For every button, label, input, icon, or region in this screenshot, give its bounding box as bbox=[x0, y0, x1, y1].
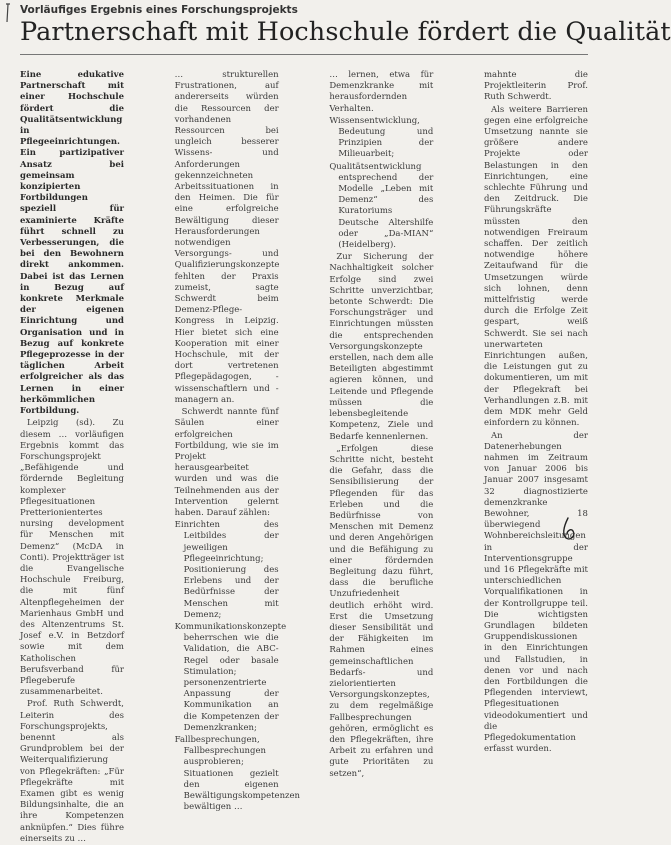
article-kicker: Vorläufiges Ergebnis eines Forschungsprojekts bbox=[20, 4, 298, 16]
list-item: Einrichten des Leitbildes der jeweiligen Pflegeeinrichtung; Positionierung des Erlebens und der Bedürfnisse der Menschen mit Demenz; bbox=[174, 520, 279, 620]
handwritten-signature-icon bbox=[558, 516, 582, 542]
lead-paragraph: Eine edukative Partnerschaft mit einer Hochschule fördert die Qualitätsentwicklung in Pflegeeinrichtungen. Ein partizipativer Ansatz bei gemeinsam konzipierten Fortbildungen speziell für examinierte Kräfte führt schnell zu Verbesserungen, die bei den Bewohnern direkt ankommen. Dabei ist das Lernen in Bezug auf konkrete Merkmale der eigenen Einrichtung und Organisation und in Bezug auf konkrete Pflegeprozesse in der täglichen Arbeit erfolgreicher als das Lernen in einer herkömmlichen Fortbildung. bbox=[20, 70, 124, 417]
body-paragraph: „Erfolgen diese Schritte nicht, besteht die Gefahr, dass die Sensibilisierung der Pflegenden für das Erleben und die Bedürfnisse von Menschen mit Demenz und deren Angehörigen und die Befähigung zu einer fördernden Begleitung dazu führt, dass die berufliche Unzufriedenheit deutlich erhöht wird. Erst die Umsetzung dieser Sensibilität und der Fähigkeiten im Rahmen eines gemeinschaftlichen Bedarfs- und zielorientierten Versorgungskonzeptes, zu dem regelmäßige Fallbesprechungen gehören, ermöglicht es den Pflegekräften, ihre Arbeit zu erfahren und gute Prioritäten zu setzen“, bbox=[329, 443, 434, 779]
body-paragraph: … strukturellen Frustrationen, auf andererseits würden die Ressourcen der vorhandenen Ressourcen bei ungleich besserer Wissens- und Anforderungen gekennzeichneten Arbeitssituationen in den Heimen. Die für eine erfolgreiche Bewältigung dieser Herausforderungen notwendigen Versorgungs- und Qualifizierungskonzepte fehlten der Praxis zumeist, sagte Schwerdt beim Demenz-Pflege-Kongress in Leipzig. Hier bietet sich eine Kooperation mit einer Hochschule, mit der dort vertretenen Pflegepädagogen, -wissenschaftlern und -managern an. bbox=[174, 70, 280, 405]
body-paragraph: … lernen, etwa für Demenzkranke mit herausfordernden Verhalten. bbox=[329, 70, 434, 114]
body-paragraph: Zur Sicherung der Nachhaltigkeit solcher Erfolge sind zwei Schritte unverzichtbar, betonte Schwerdt: Die Forschungsträger und Einrichtungen müssten die entsprechenden Versorgungskonzepte erstellen, nach dem alle Beteiligten abgestimmt agieren können, und Leitende und Pflegende müssen die lebensbegleitende Kompetenz, Ziele und Bedarfe kennenlernen. bbox=[329, 252, 434, 442]
list-item: Wissensentwicklung, Bedeutung und Prinzipien der Milieuarbeit; bbox=[329, 115, 434, 160]
body-paragraph: Prof. Ruth Schwerdt, Leiterin des Forschungsprojekts, benennt als Grundproblem bei der Weiterqualifizierung von Pflegekräften: „Für Pflegekräfte mit Examen gibt es wenig Bildungsinhalte, die an ihre Kompetenzen anknüpfen.“ Dies führe einerseits zu … bbox=[20, 699, 124, 844]
article-body bbox=[20, 70, 588, 844]
body-paragraph: Leipzig (sd). Zu diesem … vorläufigen Ergebnis kommt das Forschungsprojekt „Befähigende und fördernde Begleitung komplexer Pflegesituationen Pretterionientertes nursing development für Menschen mit Demenz“ (McDA in Conti). Projektträger ist die Evangelische Hochschule Freiburg, die mit fünf Altenpflegeheimen der Marienhaus GmbH und des Altenzentrums St. Josef e.V. in Betzdorf sowie mit dem Katholischen Berufsverband für Pflegeberufe zusammenarbeitet. bbox=[20, 418, 124, 698]
column-3 bbox=[329, 70, 434, 779]
bullet-list bbox=[329, 116, 433, 251]
body-paragraph: Als weitere Barrieren gegen eine erfolgreiche Umsetzung nannte sie größere andere Projekte oder Belastungen in den Einrichtungen, eine schlechte Führung und den Zeitdruck. Die Führungskräfte müssten den notwendigen Freiraum schaffen. Der zeitlich notwendige höhere Zeitaufwand für die Umsetzungen würde sich lohnen, denn mittelfristig werde durch die Erfolge Zeit gespart, weiß Schwerdt. Sie sei nach unerwarteten Einrichtungen außen, die Leistungen gut zu dokumentieren, um mit der Pflegekraft bei Verhandlungen z.B. mit dem MDK mehr Geld einfordern zu können. bbox=[483, 104, 588, 429]
list-item: Kommunikationskonzepte beherrschen wie die Validation, die ABC-Regel oder basale Stimulation; personenzentrierte Anpassung der Kommunikation an die Kompetenzen der Demenzkranken; bbox=[174, 621, 287, 733]
list-item: Qualitätsentwicklung entsprechend der Modelle „Leben mit Demenz“ des Kuratoriums Deutsche Altershilfe oder „Da-MIAN“ (Heidelberg). bbox=[329, 161, 434, 251]
bullet-list bbox=[174, 520, 301, 813]
article-headline: Partnerschaft mit Hochschule fördert die Qualität bbox=[20, 17, 671, 47]
column-1 bbox=[20, 70, 124, 844]
body-paragraph: Schwerdt nannte fünf Säulen einer erfolgreichen Fortbildung, wie sie im Projekt herausgearbeitet wurden und was die Teilnehmenden aus der Intervention gelernt haben. Darauf zählen: bbox=[174, 407, 279, 518]
column-2 bbox=[174, 70, 301, 813]
headline-divider bbox=[20, 54, 588, 55]
body-paragraph: mahnte die Projektleiterin Prof. Ruth Schwerdt. bbox=[483, 70, 588, 103]
pencil-mark-icon bbox=[3, 2, 13, 24]
column-4 bbox=[483, 70, 588, 755]
body-paragraph: An der Datenerhebungen nahmen im Zeitraum von Januar 2006 bis Januar 2007 insgesamt 32 diagnostizierte demenzkranke Bewohner, 18 überwiegend Wohnbereichsleitungen in der Interventionsgruppe und 16 Pflegekräfte mit unterschiedlichen Vorqualifikationen in der Kontrollgruppe teil. Die wichtigsten Grundlagen bildeten Gruppendiskussionen in den Einrichtungen und Fallstudien, in denen vor und nach den Fortbildungen die Pflegenden interviewt, Pflegesituationen videodokumentiert und die Pflegedokumentation erfasst wurden. bbox=[483, 430, 588, 755]
list-item: Fallbesprechungen, Fallbesprechungen ausprobieren; Situationen gezielt den eigenen Bewältigungskompetenzen bewältigen … bbox=[174, 734, 301, 813]
